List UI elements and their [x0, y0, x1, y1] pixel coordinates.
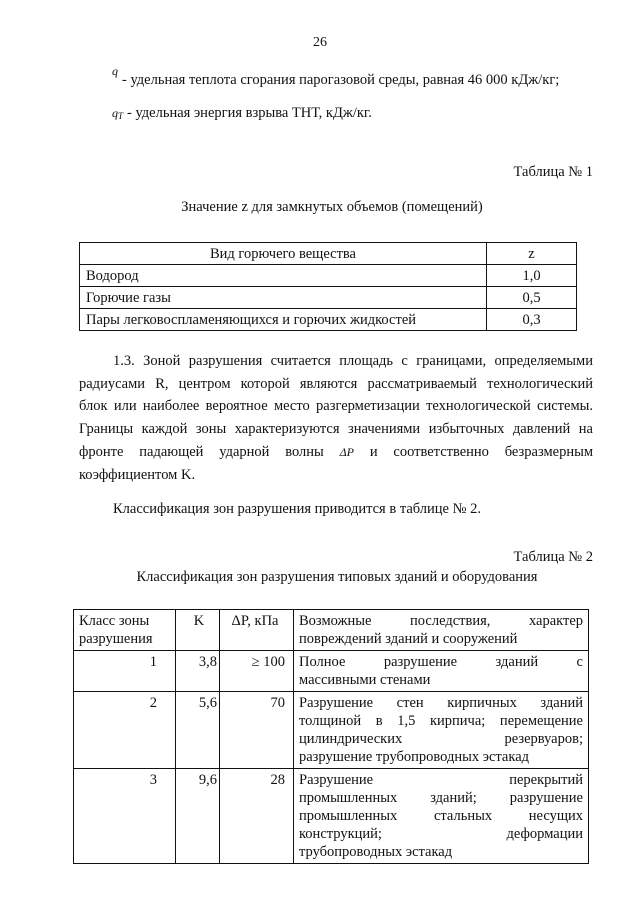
- paragraph-line: радиусами R, центром которой являются рассматриваемый технологический: [79, 375, 593, 392]
- symbol-qt: $q_T$: [112, 106, 124, 121]
- table2: [73, 609, 589, 864]
- table-row: [80, 309, 577, 331]
- table1-label: Таблица № 1: [513, 164, 593, 180]
- table2-header-class: Класс зоны разрушения: [74, 610, 176, 651]
- table1-cell: 1,0: [487, 265, 577, 287]
- table2-cell-effects: Разрушение стен кирпичных зданий толщиной в 1,5 кирпича; перемещение цилиндрических резервуаров; разрушение трубопроводных эстакад: [294, 692, 589, 769]
- table2-cell-class: 1: [74, 651, 176, 692]
- definition-qt: [112, 105, 372, 122]
- table2-cell-effects: Полное разрушение зданий с массивными стенами: [294, 651, 589, 692]
- symbol-q: q: [112, 64, 118, 78]
- table-row: [80, 243, 577, 265]
- paragraph-1-3: [79, 350, 593, 486]
- table-row: [74, 651, 589, 692]
- table2-cell-dp: 28: [220, 769, 294, 864]
- table2-header-effects: Возможные последствия, характер повреждений зданий и сооружений: [294, 610, 589, 651]
- table1-header-substance: Вид горючего вещества: [80, 243, 487, 265]
- table2-cell-k: 3,8: [176, 651, 220, 692]
- table2-cell-k: 5,6: [176, 692, 220, 769]
- table2-cell-effects: Разрушение перекрытий промышленных зданий; разрушение промышленных стальных несущих конструкций; деформации трубопроводных эстакад: [294, 769, 589, 864]
- table2-header-k: K: [176, 610, 220, 651]
- paragraph-line: коэффициентом K.: [79, 466, 196, 483]
- definition-q: [112, 64, 560, 89]
- table2-cell-class: 3: [74, 769, 176, 864]
- paragraph-line: блок или наиболее вероятное место разгерметизации технологической системы.: [79, 398, 593, 415]
- table2-label: Таблица № 2: [513, 549, 593, 565]
- definition-q-text: - удельная теплота сгорания парогазовой среды, равная 46 000 кДж/кг;: [122, 72, 560, 88]
- table1-title: Значение z для замкнутых объемов (помещений): [181, 199, 483, 215]
- paragraph-line: Границы каждой зоны характеризуются значениями избыточных давлений на: [79, 421, 593, 438]
- delta-p-symbol: ΔP: [339, 444, 354, 459]
- page-number: 26: [313, 35, 327, 50]
- paragraph-line: 1.3. Зоной разрушения считается площадь с границами, определяемыми: [113, 353, 593, 369]
- table-row: [74, 610, 589, 651]
- table-row: [80, 287, 577, 309]
- table1-cell: 0,3: [487, 309, 577, 331]
- table1-cell: Пары легковоспламеняющихся и горючих жидкостей: [80, 309, 487, 331]
- table-row: [74, 692, 589, 769]
- table2-cell-dp: ≥ 100: [220, 651, 294, 692]
- paragraph-line: фронте падающей ударной волны ΔP и соответственно безразмерным: [79, 443, 594, 460]
- classification-note: Классификация зон разрушения приводится в таблице № 2.: [113, 501, 481, 517]
- table-row: [80, 265, 577, 287]
- table1-cell: Горючие газы: [80, 287, 487, 309]
- table-row: [74, 769, 589, 864]
- table1-cell: Водород: [80, 265, 487, 287]
- table1-header-z: z: [487, 243, 577, 265]
- table2-header-dp: ΔP, кПа: [220, 610, 294, 651]
- table2-title: Классификация зон разрушения типовых зданий и оборудования: [136, 569, 538, 585]
- definition-qt-text: - удельная энергия взрыва ТНТ, кДж/кг.: [127, 105, 372, 121]
- table1: [79, 242, 577, 331]
- table2-cell-k: 9,6: [176, 769, 220, 864]
- table2-cell-dp: 70: [220, 692, 294, 769]
- table2-cell-class: 2: [74, 692, 176, 769]
- table1-cell: 0,5: [487, 287, 577, 309]
